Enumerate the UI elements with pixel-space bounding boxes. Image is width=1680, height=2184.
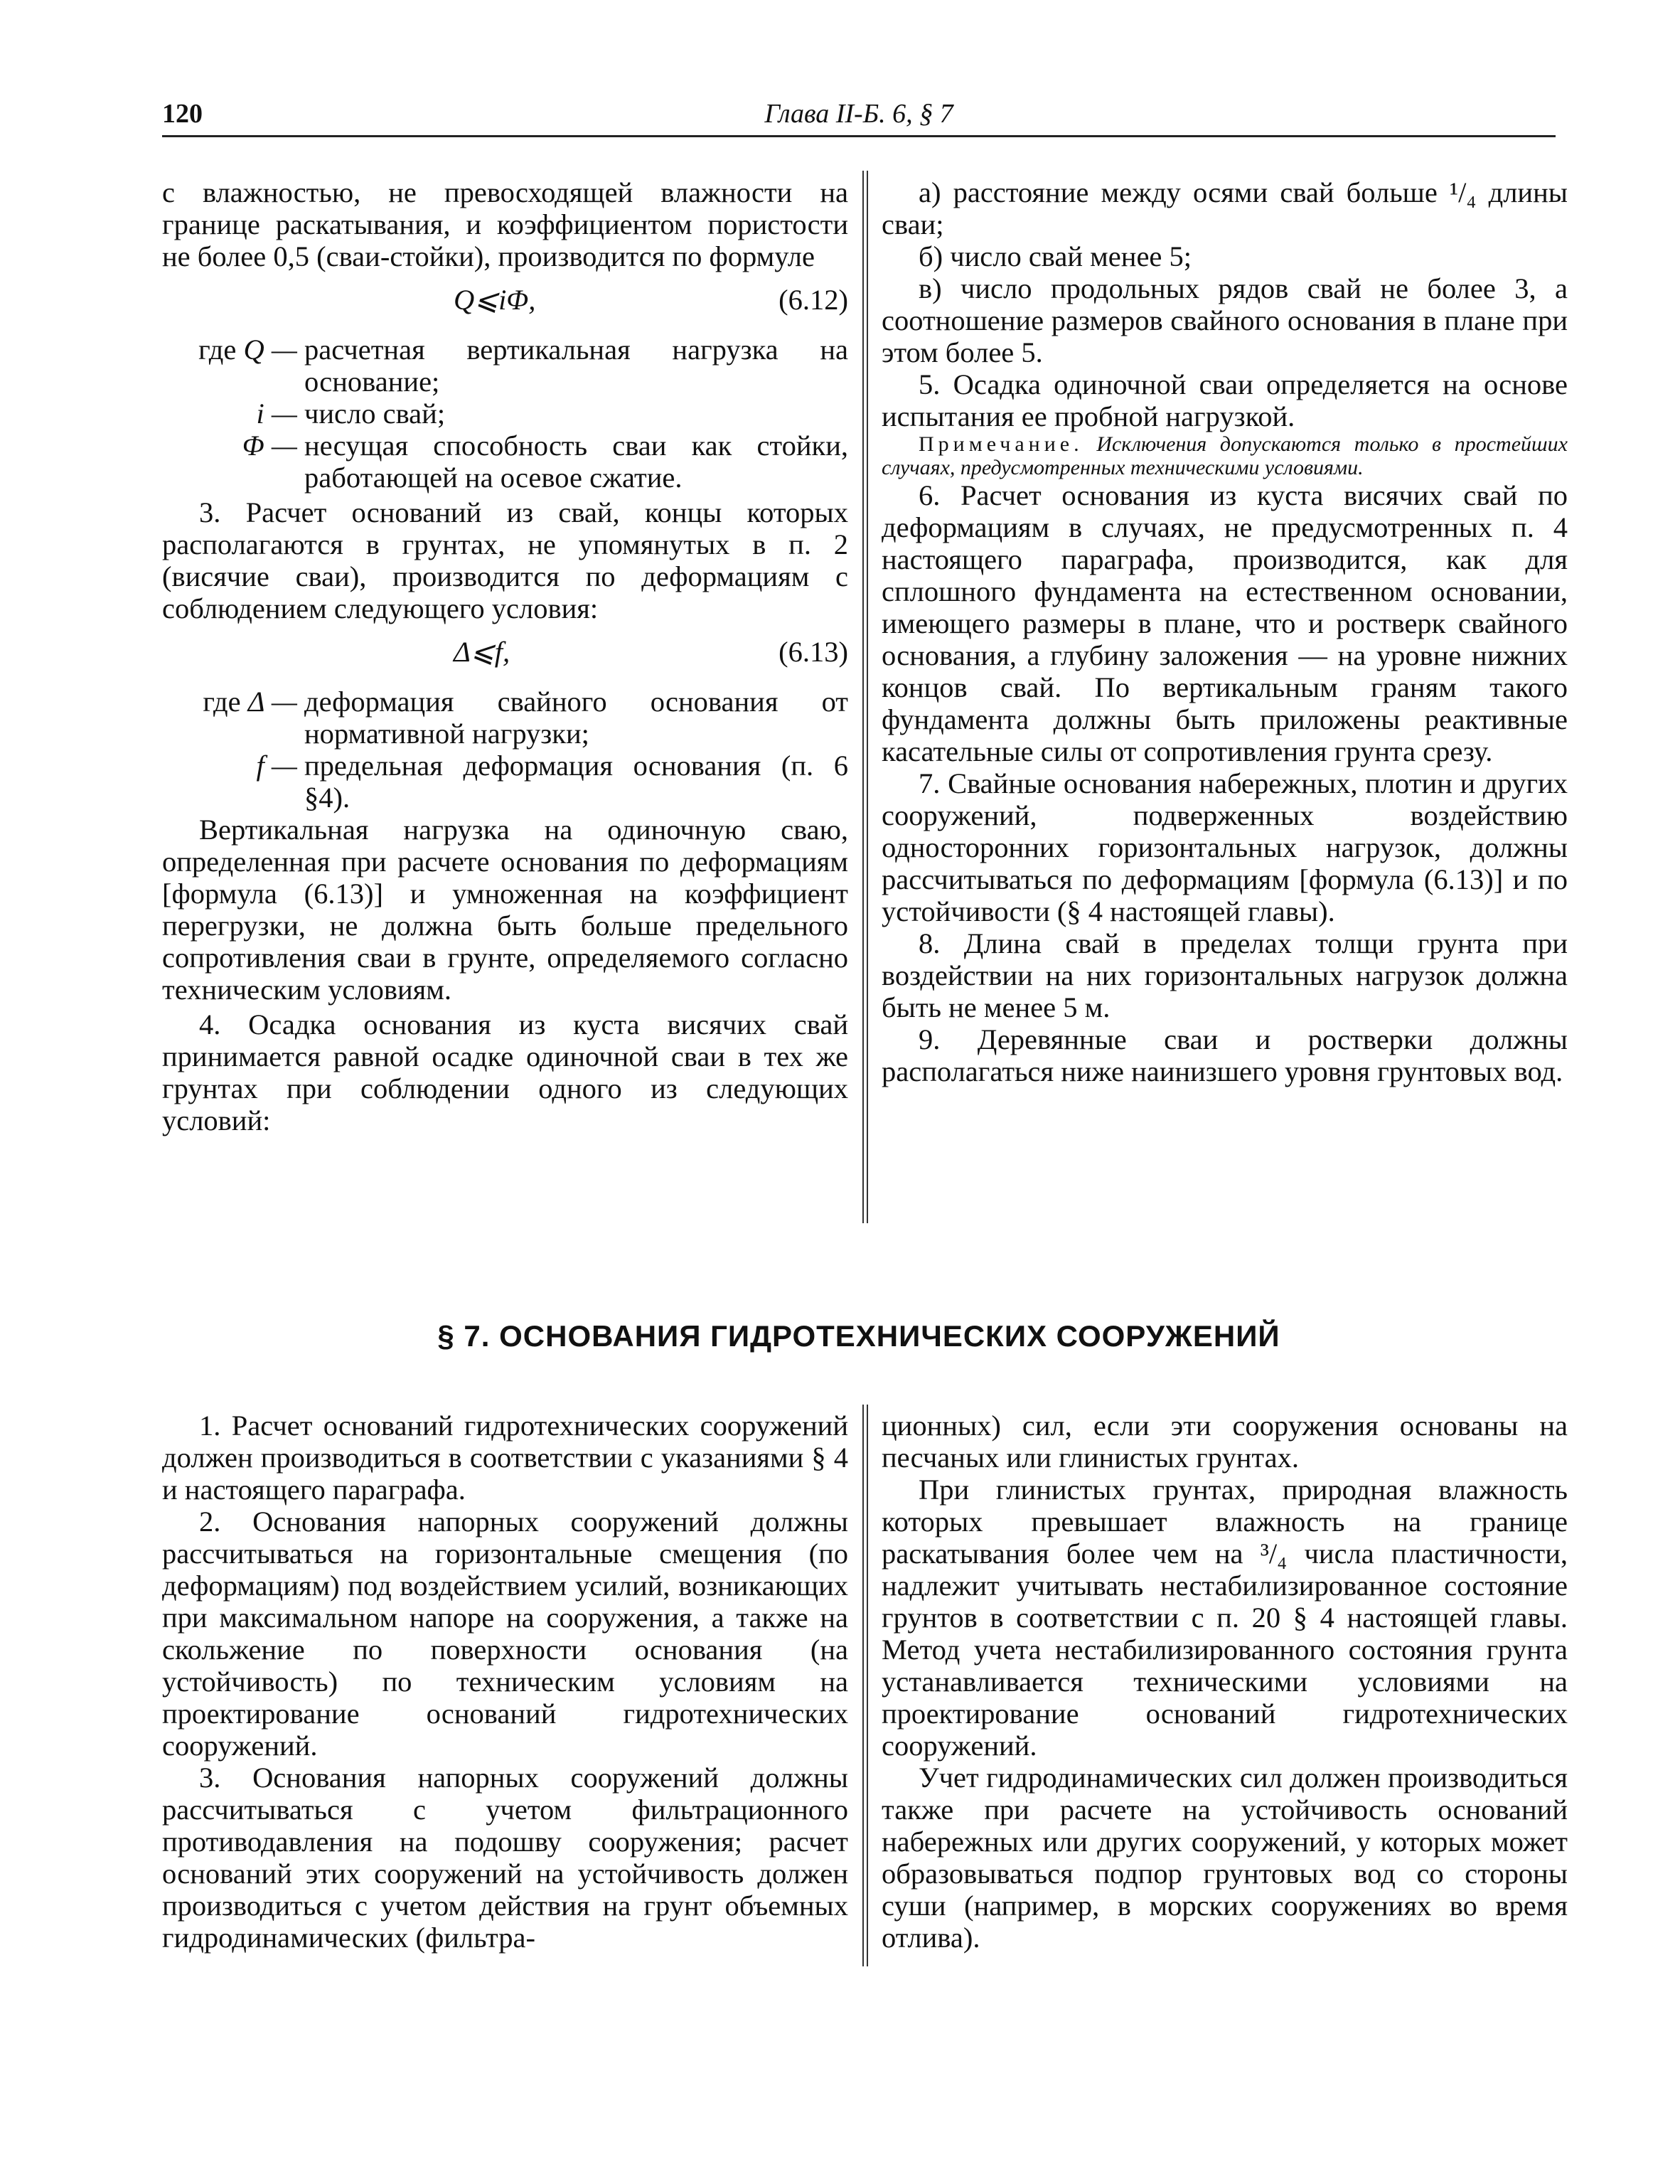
- formula-expression: Δ⩽f,: [454, 636, 510, 668]
- column-divider: [867, 171, 868, 1223]
- list-item: б) число свай менее 5;: [919, 240, 1192, 272]
- paragraph: 2. Основания напорных сооружений должны рассчитываться на горизонтальные смещения (по деформациям) под воздействием усилий, возникающих при максимальном напоре на сооружения, а также на скольжение по поверхности основания (на устойчивость) по техническим условиям на проектирование оснований гидротехнических сооружений.: [162, 1506, 848, 1762]
- where-word: где: [198, 334, 237, 366]
- paragraph: ционных) сил, если эти сооружения основаны на песчаных или глинистых грунтах.: [882, 1410, 1568, 1474]
- column-divider: [862, 171, 864, 1223]
- upper-right-column: [882, 176, 1568, 1087]
- paragraph: При глинистых грунтах, природная влажность которых превышает влажность на границе раскатывания более чем на ³/₄ числа пластичности, надлежит учитывать нестабилизированное состояние грунтов в соответствии с п. 20 § 4 настоящей главы. Метод учета нестабилизированного состояния грунта устанавливается техническими условиями на проектирование оснований гидротехнических сооружений.: [882, 1474, 1568, 1762]
- paragraph: Учет гидродинамических сил должен производиться также при расчете на устойчивость оснований набережных или других сооружений, у которых может образовываться подпор грунтовых вод со стороны суши (например, в морских сооружениях во время отлива).: [882, 1762, 1568, 1954]
- definition-text: предельная деформация основания (п. 6 §4).: [304, 750, 848, 814]
- formula-number: (6.12): [779, 284, 848, 316]
- page-header: [162, 98, 1556, 139]
- definition-term: Φ —: [242, 430, 297, 462]
- formula-expression: Q⩽iΦ,: [454, 284, 536, 316]
- page-number: 120: [162, 99, 203, 129]
- definitions-list: [162, 334, 848, 494]
- definition-term: Q —: [243, 334, 297, 366]
- note-text: Исключения допускаются только в простейших случаях, предусмотренных техническими условиями.: [882, 432, 1568, 479]
- definition-term: Δ —: [247, 686, 297, 718]
- definition-term: f —: [256, 750, 297, 782]
- paragraph: 5. Осадка одиночной сваи определяется на основе испытания ее пробной нагрузкой.: [882, 368, 1568, 432]
- definition-text: число свай;: [304, 398, 446, 430]
- definition-text: расчетная вертикальная нагрузка на основание;: [304, 334, 848, 398]
- formula-6-13: [162, 630, 848, 676]
- header-rule: [162, 135, 1556, 137]
- lower-right-column: [882, 1410, 1568, 1954]
- definition-term: i —: [256, 398, 297, 430]
- note: [882, 432, 1568, 479]
- upper-left-column: [162, 176, 848, 1136]
- definition-text: деформация свайного основания от нормативной нагрузки;: [304, 686, 848, 750]
- note-label: Примечание.: [919, 432, 1084, 456]
- column-divider: [867, 1405, 868, 1966]
- paragraph: 7. Свайные основания набережных, плотин и других сооружений, подверженных воздействию односторонних горизонтальных нагрузок, должны рассчитываться по деформациям [формула (6.13)] и по устойчивости (§ 4 настоящей главы).: [882, 767, 1568, 927]
- definition-item: [162, 686, 848, 750]
- formula-number: (6.13): [779, 636, 848, 668]
- list-item: а) расстояние между осями свай больше ¹/₄ длины сваи;: [882, 176, 1568, 240]
- paragraph: 9. Деревянные сваи и ростверки должны располагаться ниже наинизшего уровня грунтовых вод.: [882, 1023, 1568, 1087]
- definitions-list: [162, 686, 848, 814]
- list-item: в) число продольных рядов свай не более 3, а соотношение размеров свайного основания в плане при этом более 5.: [882, 272, 1568, 368]
- paragraph: Вертикальная нагрузка на одиночную сваю, определенная при расчете основания по деформациям [формула (6.13)] и умноженная на коэффициент перегрузки, не должна быть больше предельного сопротивления сваи в грунте, определяемого согласно техническим условиям.: [162, 814, 848, 1006]
- definition-item: [162, 398, 848, 430]
- formula-6-12: [162, 278, 848, 324]
- section-title: § 7. ОСНОВАНИЯ ГИДРОТЕХНИЧЕСКИХ СООРУЖЕНИЙ: [437, 1319, 1280, 1353]
- column-divider: [862, 1405, 864, 1966]
- definition-item: [162, 750, 848, 814]
- definition-item: [162, 334, 848, 398]
- running-title: Глава II-Б. 6, § 7: [764, 99, 953, 129]
- where-word: где: [203, 686, 241, 718]
- paragraph: 1. Расчет оснований гидротехнических сооружений должен производиться в соответствии с указаниями § 4 и настоящего параграфа.: [162, 1410, 848, 1506]
- paragraph: 8. Длина свай в пределах толщи грунта при воздействии на них горизонтальных нагрузок должна быть не менее 5 м.: [882, 927, 1568, 1023]
- paragraph: 3. Основания напорных сооружений должны рассчитываться с учетом фильтрационного противодавления на подошву сооружения; расчет оснований этих сооружений на устойчивость должен производиться с учетом действия на грунт объемных гидродинамических (фильтра-: [162, 1762, 848, 1954]
- paragraph: 4. Осадка основания из куста висячих свай принимается равной осадке одиночной сваи в тех же грунтах при соблюдении одного из следующих условий:: [162, 1008, 848, 1136]
- paragraph: 6. Расчет основания из куста висячих свай по деформациям в случаях, не предусмотренных п. 4 настоящего параграфа, производится, как для сплошного фундамента на естественном основании, имеющего размеры в плане, что и ростверк свайного основания, а глубину заложения — на уровне нижних концов свай. По вертикальным граням такого фундамента должны быть приложены реактивные касательные силы от сопротивления грунта срезу.: [882, 479, 1568, 767]
- definition-text: несущая способность сваи как стойки, работающей на осевое сжатие.: [304, 430, 848, 494]
- paragraph: 3. Расчет оснований из свай, концы которых располагаются в грунтах, не упомянутых в п. 2 (висячие сваи), производится по деформациям с соблюдением следующего условия:: [162, 496, 848, 624]
- paragraph: с влажностью, не превосходящей влажности на границе раскатывания, и коэффициентом пористости не более 0,5 (сваи-стойки), производится по формуле: [162, 176, 848, 272]
- lower-left-column: [162, 1410, 848, 1954]
- definition-item: [162, 430, 848, 494]
